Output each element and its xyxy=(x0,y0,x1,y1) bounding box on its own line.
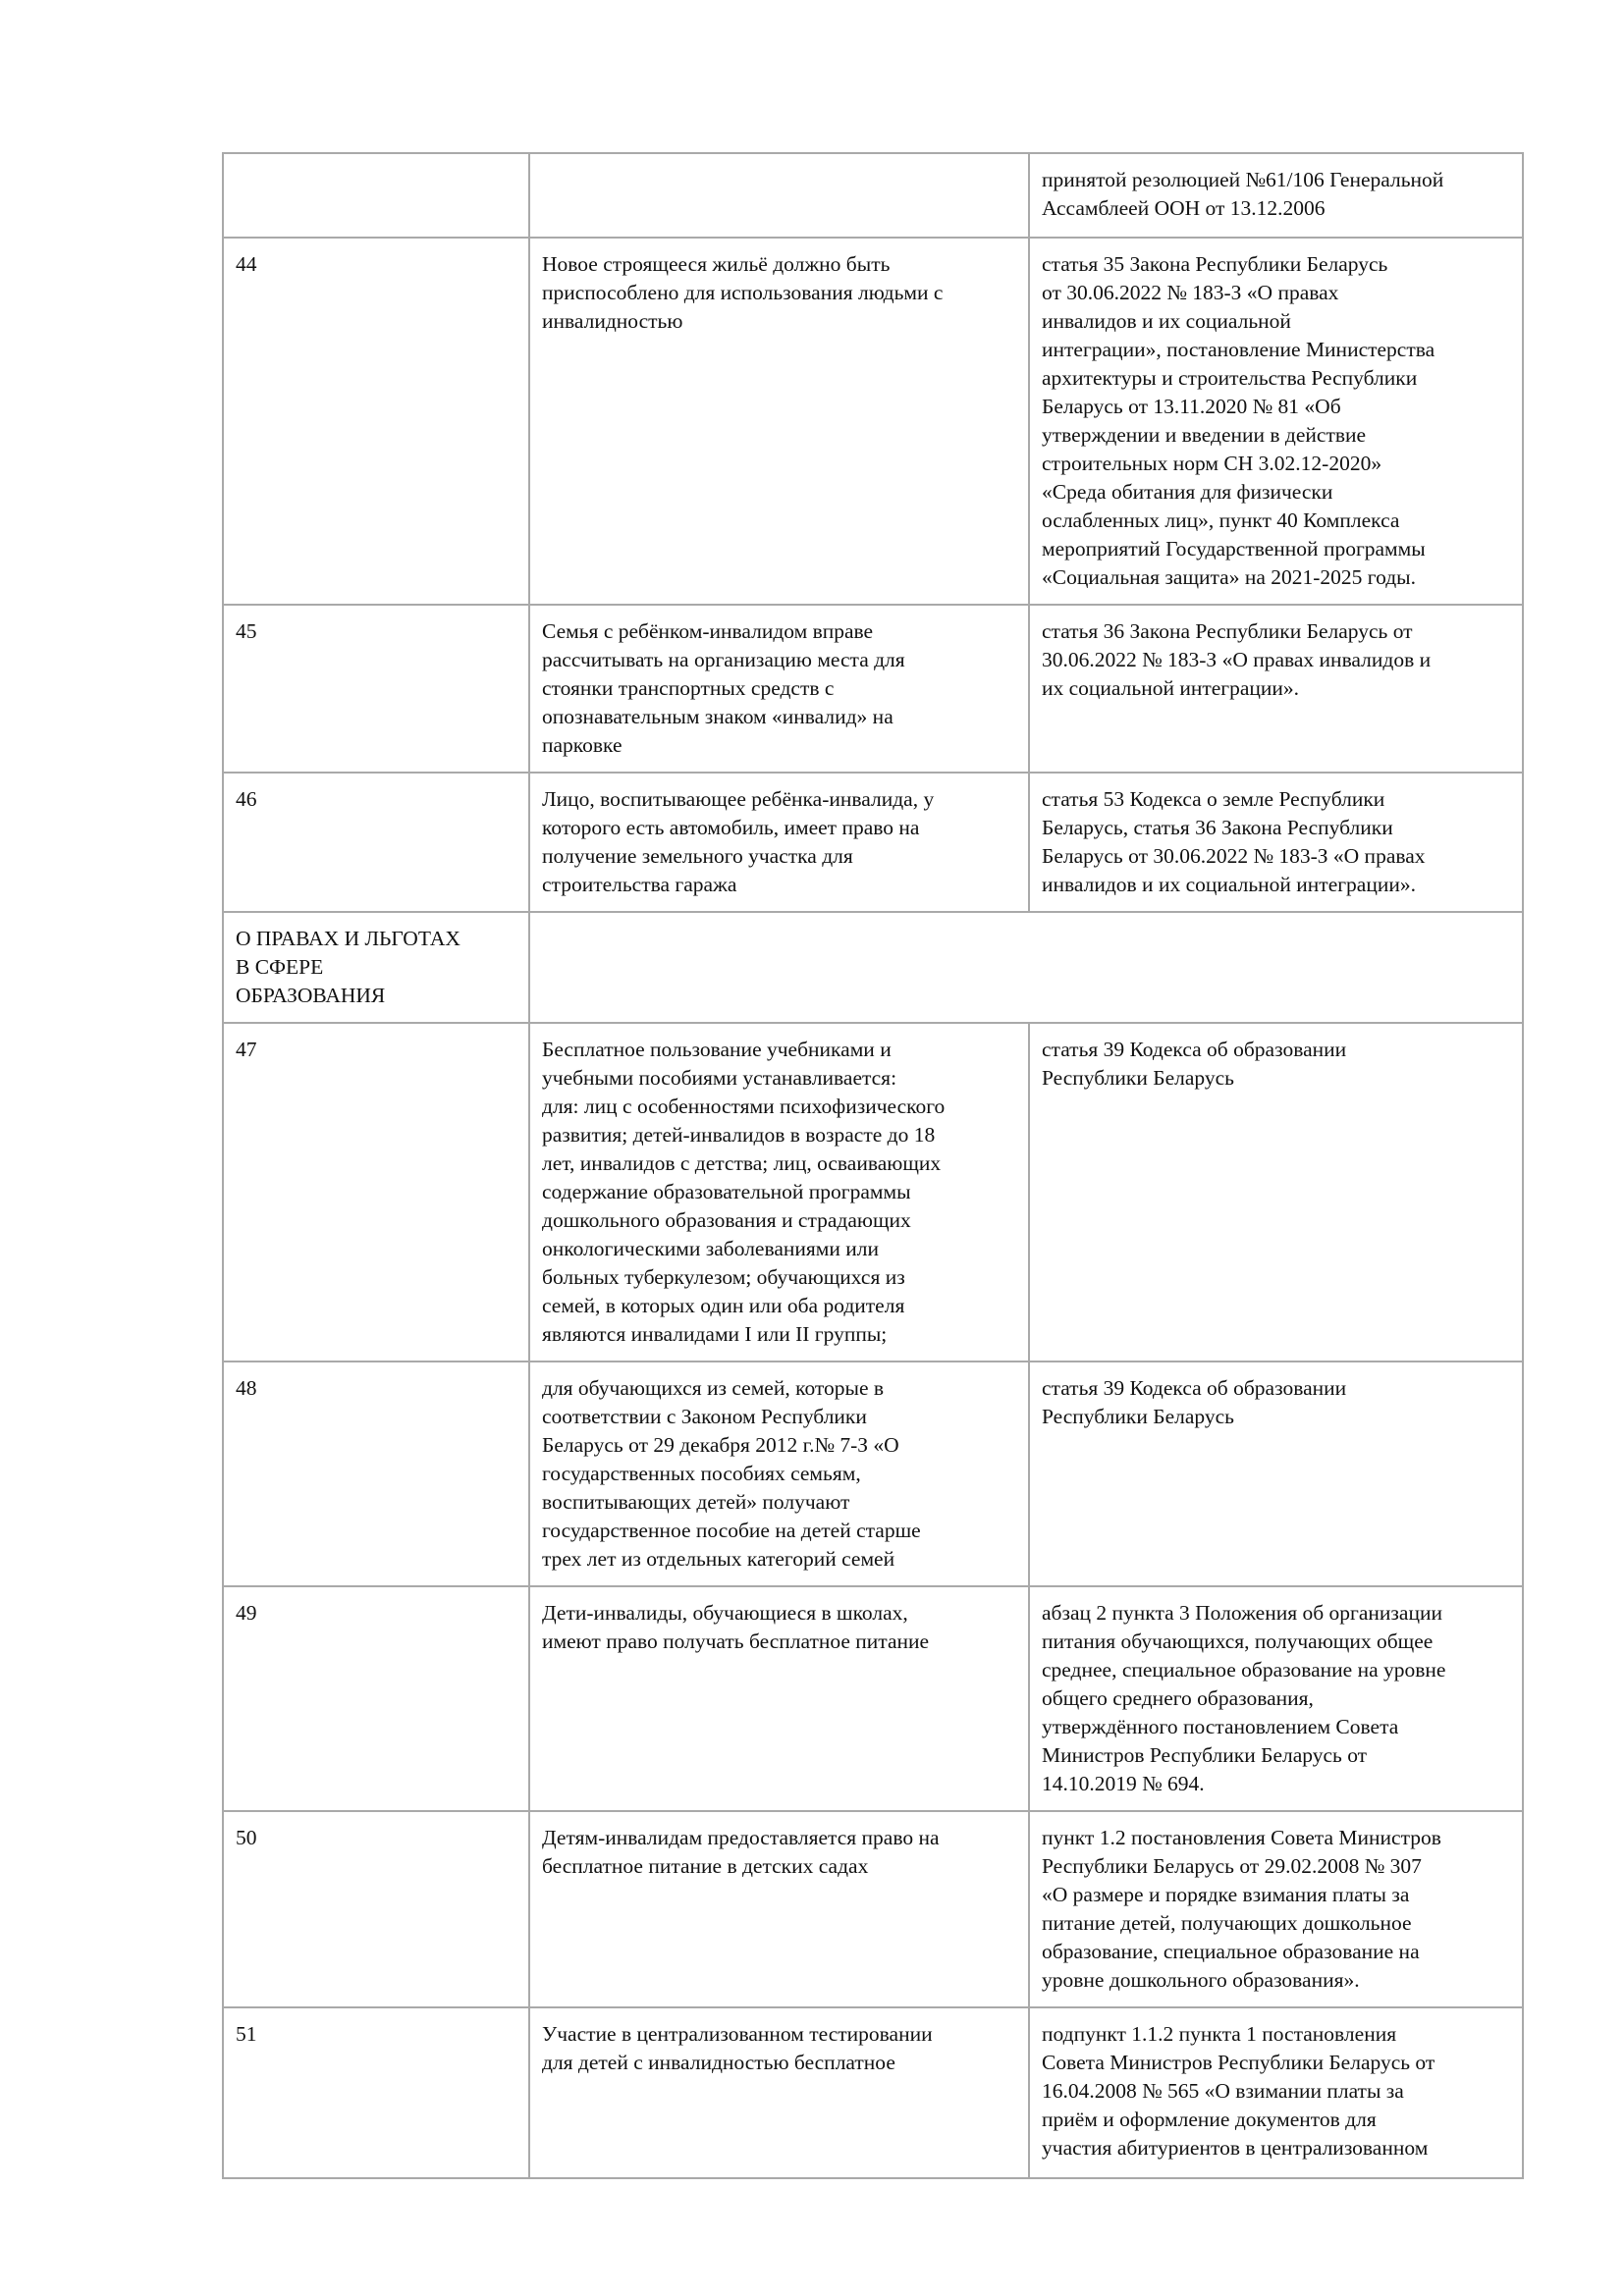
legal-rights-table xyxy=(222,152,1524,2179)
legal-basis-cell: статья 35 Закона Республики Беларусь от 30.06.2022 № 183-З «О правах инвалидов и их социальной интеграции», постановление Министерства архитектуры и строительства Республики Беларусь от 13.11.2020 № 81 «Об утверждении и введении в действие строительных норм СН 3.02.12-2020» «Среда обитания для физически ослабленных лиц», пункт 40 Комплекса мероприятий Государственной программы «Социальная защита» на 2021-2025 годы. xyxy=(1029,238,1523,605)
table-row xyxy=(223,238,1523,605)
table-row xyxy=(223,2007,1523,2178)
legal-basis-cell: статья 39 Кодекса об образовании Республики Беларусь xyxy=(1029,1362,1523,1586)
row-number-cell: 46 xyxy=(223,773,529,912)
table-row xyxy=(223,605,1523,773)
table-row xyxy=(223,1586,1523,1811)
legal-basis-cell: принятой резолюцией №61/106 Генеральной Ассамблеей ООН от 13.12.2006 xyxy=(1029,153,1523,238)
legal-basis-cell: абзац 2 пункта 3 Положения об организации питания обучающихся, получающих общее среднее, специальное образование на уровне общего среднего образования, утверждённого постановлением Совета Министров Республики Беларусь от 14.10.2019 № 694. xyxy=(1029,1586,1523,1811)
row-number-cell: 48 xyxy=(223,1362,529,1586)
right-description-cell: Лицо, воспитывающее ребёнка-инвалида, у которого есть автомобиль, имеет право на получение земельного участка для строительства гаража xyxy=(529,773,1029,912)
right-description-cell: Бесплатное пользование учебниками и учебными пособиями устанавливается: для: лиц с особенностями психофизического развития; детей-инвалидов в возрасте до 18 лет, инвалидов с детства; лиц, осваивающих содержание образовательной программы дошкольного образования и страдающих онкологическими заболеваниями или больных туберкулезом; обучающихся из семей, в которых один или оба родителя являются инвалидами I или II группы; xyxy=(529,1023,1029,1362)
right-description-cell: для обучающихся из семей, которые в соответствии с Законом Республики Беларусь от 29 декабря 2012 г.№ 7-З «О государственных пособиях семьям, воспитывающих детей» получают государственное пособие на детей старше трех лет из отдельных категорий семей xyxy=(529,1362,1029,1586)
table-row xyxy=(223,153,1523,238)
section-header-cell: О ПРАВАХ И ЛЬГОТАХ В СФЕРЕ ОБРАЗОВАНИЯ xyxy=(223,912,529,1023)
right-description-cell: Дети-инвалиды, обучающиеся в школах, имеют право получать бесплатное питание xyxy=(529,1586,1029,1811)
row-number-cell xyxy=(223,153,529,238)
section-header-row xyxy=(223,912,1523,1023)
right-description-cell: Детям-инвалидам предоставляется право на бесплатное питание в детских садах xyxy=(529,1811,1029,2007)
section-header-empty-cell xyxy=(529,912,1523,1023)
legal-basis-cell: статья 39 Кодекса об образовании Республики Беларусь xyxy=(1029,1023,1523,1362)
legal-basis-cell: статья 36 Закона Республики Беларусь от 30.06.2022 № 183-З «О правах инвалидов и их социальной интеграции». xyxy=(1029,605,1523,773)
row-number-cell: 44 xyxy=(223,238,529,605)
row-number-cell: 45 xyxy=(223,605,529,773)
right-description-cell: Семья с ребёнком-инвалидом вправе рассчитывать на организацию места для стоянки транспортных средств с опознавательным знаком «инвалид» на парковке xyxy=(529,605,1029,773)
row-number-cell: 51 xyxy=(223,2007,529,2178)
legal-basis-cell: подпункт 1.1.2 пункта 1 постановления Совета Министров Республики Беларусь от 16.04.2008 № 565 «О взимании платы за приём и оформление документов для участия абитуриентов в централизованном xyxy=(1029,2007,1523,2178)
row-number-cell: 49 xyxy=(223,1586,529,1811)
right-description-cell: Участие в централизованном тестировании для детей с инвалидностью бесплатное xyxy=(529,2007,1029,2178)
row-number-cell: 47 xyxy=(223,1023,529,1362)
table-row xyxy=(223,1362,1523,1586)
table-row xyxy=(223,773,1523,912)
row-number-cell: 50 xyxy=(223,1811,529,2007)
right-description-cell: Новое строящееся жильё должно быть приспособлено для использования людьми с инвалидностью xyxy=(529,238,1029,605)
table-row xyxy=(223,1023,1523,1362)
table-row xyxy=(223,1811,1523,2007)
right-description-cell xyxy=(529,153,1029,238)
legal-basis-cell: пункт 1.2 постановления Совета Министров Республики Беларусь от 29.02.2008 № 307 «О размере и порядке взимания платы за питание детей, получающих дошкольное образование, специальное образование на уровне дошкольного образования». xyxy=(1029,1811,1523,2007)
legal-basis-cell: статья 53 Кодекса о земле Республики Беларусь, статья 36 Закона Республики Беларусь от 30.06.2022 № 183-З «О правах инвалидов и их социальной интеграции». xyxy=(1029,773,1523,912)
